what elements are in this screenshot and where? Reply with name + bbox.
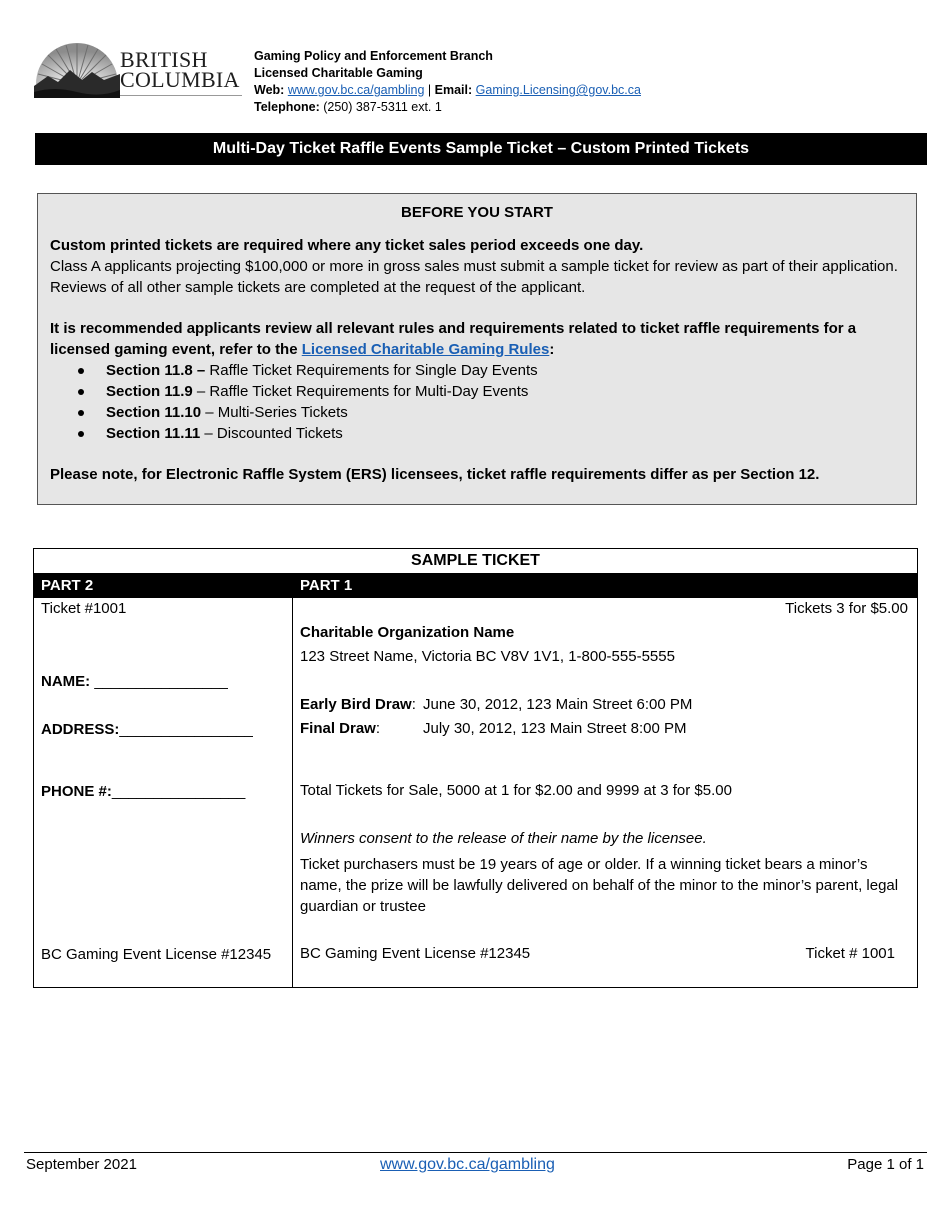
section-list	[50, 360, 904, 444]
org-address: 123 Street Name, Victoria BC V8V 1V1, 1-800-555-5555	[300, 648, 675, 665]
stub-license: BC Gaming Event License #12345	[41, 946, 272, 963]
logo-columbia: COLUMBIA	[120, 67, 240, 92]
page-title: Multi-Day Ticket Raffle Events Sample Ticket – Custom Printed Tickets	[35, 133, 927, 165]
ticket-price: Tickets 3 for $5.00	[785, 600, 908, 617]
ticket-number: Ticket # 1001	[805, 945, 895, 962]
class-a-text: Class A applicants projecting $100,000 or more in gross sales must submit a sample ticket for review as part of their application. Reviews of all other sample tickets are completed at the request of the applicant.	[50, 258, 898, 296]
phone-number: (250) 387-5311 ext. 1	[323, 100, 442, 114]
ers-note: Please note, for Electronic Raffle System (ERS) licensees, ticket raffle requirements differ as per Section 12.	[50, 466, 820, 483]
footer-page: Page 1 of 1	[847, 1156, 924, 1173]
ticket-license: BC Gaming Event License #12345	[300, 945, 531, 962]
ticket-body	[34, 598, 917, 987]
footer-date: September 2021	[26, 1156, 137, 1173]
web-link[interactable]: www.gov.bc.ca/gambling	[287, 83, 425, 97]
web-label: Web:	[254, 83, 285, 97]
logo-british: BRITISH	[120, 47, 208, 72]
bc-logo	[34, 40, 244, 100]
list-item: Section 11.10 – Multi-Series Tickets	[106, 402, 904, 423]
footer-link[interactable]: www.gov.bc.ca/gambling	[380, 1156, 555, 1173]
recommend-text: It is recommended applicants review all relevant rules and requirements related to ticket raffle requirements for a licensed gaming event, refer to the	[50, 320, 857, 358]
sample-ticket-title: SAMPLE TICKET	[34, 549, 917, 574]
footer-rule	[24, 1152, 927, 1153]
stub-ticket-number: Ticket #1001	[41, 600, 127, 617]
phone-field[interactable]: PHONE #:________________	[41, 783, 246, 800]
part1-header: PART 1	[300, 577, 353, 594]
branch-name: Gaming Policy and Enforcement Branch	[254, 49, 493, 63]
custom-required-text: Custom printed tickets are required where any ticket sales period exceeds one day.	[50, 237, 644, 254]
sample-ticket-table	[33, 548, 918, 988]
list-item: Section 11.9 – Raffle Ticket Requirements for Multi-Day Events	[106, 381, 904, 402]
total-tickets: Total Tickets for Sale, 5000 at 1 for $2.00 and 9999 at 3 for $5.00	[300, 782, 732, 799]
before-you-start-box: BEFORE YOU START Custom printed tickets are required where any ticket sales period exceeds one day. Class A applicants projecting $100,000 or more in gross sales must submit a sample ticket for review as part of their application. Reviews of all other sample tickets are completed at the request of the applicant. It is recommended applicants review all relevant rules and requirements related to ticket raffle requirements for a licensed gaming event, refer to the Licensed Charitable Gaming Rules: Section 11.8 – Raffle Ticket Requirements for Single Day Events Section 11.9 – Raffle Ticket Requirements for Multi-Day Events Section 11.10 – Multi-Series Tickets Section 11.11 – Discounted Tickets Please note, for Electronic Raffle System (ERS) licensees, ticket raffle requirements differ as per Section 12.	[37, 193, 917, 505]
before-heading: BEFORE YOU START	[401, 204, 553, 221]
division-name: Licensed Charitable Gaming	[254, 66, 423, 80]
address-field[interactable]: ADDRESS:________________	[41, 721, 253, 738]
org-name: Charitable Organization Name	[300, 624, 515, 641]
early-bird-value: June 30, 2012, 123 Main Street 6:00 PM	[423, 696, 693, 713]
name-field[interactable]: NAME: ________________	[41, 673, 228, 690]
rules-link[interactable]: Licensed Charitable Gaming Rules	[301, 341, 550, 358]
email-link[interactable]: Gaming.Licensing@gov.bc.ca	[475, 83, 641, 97]
age-requirement: Ticket purchasers must be 19 years of age or older. If a winning ticket bears a minor’s name, the prize will be lawfully delivered on behalf of the minor to the minor’s parent, legal guardian or trustee	[300, 856, 899, 915]
sun-mountain-icon	[34, 40, 120, 100]
logo-rule	[120, 95, 242, 96]
email-label: Email:	[434, 83, 473, 97]
contact-separator: |	[424, 83, 435, 97]
consent-text: Winners consent to the release of their name by the licensee.	[300, 830, 707, 847]
contact-block	[254, 48, 641, 116]
early-bird-draw: Early Bird Draw:	[300, 696, 416, 713]
list-item: Section 11.11 – Discounted Tickets	[106, 423, 904, 444]
final-draw: Final Draw:	[300, 720, 381, 737]
ticket-header-row	[34, 574, 917, 598]
final-draw-value: July 30, 2012, 123 Main Street 8:00 PM	[423, 720, 687, 737]
phone-label: Telephone:	[254, 100, 320, 114]
list-item: Section 11.8 – Raffle Ticket Requirements for Single Day Events	[106, 360, 904, 381]
part2-header: PART 2	[41, 577, 94, 594]
column-divider	[292, 598, 293, 987]
